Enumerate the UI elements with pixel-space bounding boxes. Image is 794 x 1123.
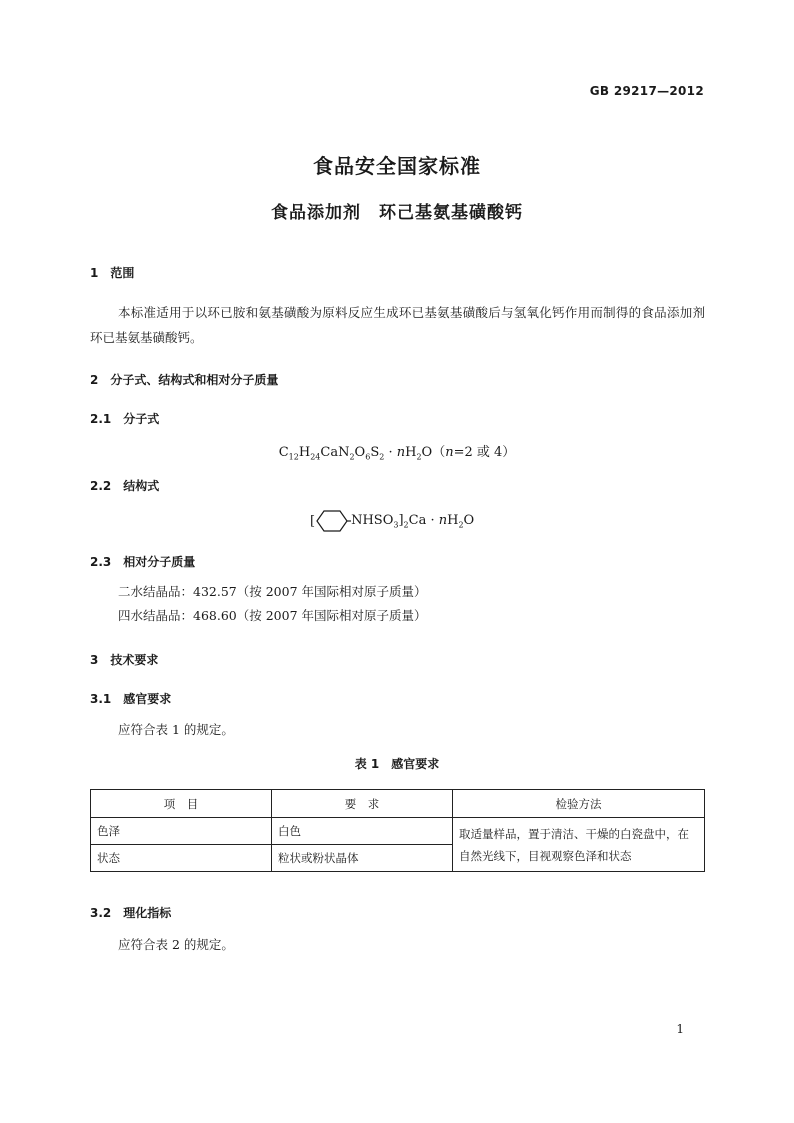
section-2-heading: 2 分子式、结构式和相对分子质量: [90, 373, 279, 387]
structural-formula: [ $NHSO_3]_2Ca \cdot nH_2O$: [310, 508, 474, 534]
row-requirement-state: 粒状或粉状晶体: [272, 845, 453, 872]
standard-number: GB 29217—2012: [589, 84, 704, 98]
sensory-requirements-table: [90, 789, 705, 872]
cyclohexane-ring-icon: [315, 509, 351, 533]
page-number: 1: [676, 1022, 684, 1036]
dihydrate-molar-mass: 二水结晶品：432.57（按 2007 年国际相对原子质量）: [118, 584, 427, 599]
table2-reference: 应符合表 2 的规定。: [118, 937, 234, 952]
section-2-3-heading: 2.3 相对分子质量: [90, 555, 196, 569]
section-1-heading: 1 范围: [90, 266, 135, 280]
tetrahydrate-molar-mass: 四水结晶品：468.60（按 2007 年国际相对原子质量）: [118, 608, 427, 623]
table1-caption: 表 1 感官要求: [354, 757, 440, 771]
row-requirement-color: 白色: [272, 818, 453, 845]
column-header-item: 项 目: [91, 790, 272, 818]
row-item-state: 状态: [91, 845, 272, 872]
section-2-2-heading: 2.2 结构式: [90, 479, 160, 493]
row-item-color: 色泽: [91, 818, 272, 845]
document-title: 食品安全国家标准: [313, 154, 481, 178]
document-subtitle: 食品添加剂 环己基氨基磺酸钙: [271, 203, 523, 223]
scope-paragraph: 本标准适用于以环已胺和氨基磺酸为原料反应生成环已基氨基磺酸后与氢氧化钙作用而制得的食品添加剂环已基氨基磺酸钙。: [90, 305, 705, 345]
column-header-method: 检验方法: [453, 790, 705, 818]
section-2-1-heading: 2.1 分子式: [90, 412, 160, 426]
column-header-requirement: 要 求: [272, 790, 453, 818]
test-method-cell: 取适量样品，置于清洁、干燥的白瓷盘中，在自然光线下，目视观察色泽和状态: [453, 818, 705, 872]
molecular-formula: $C_{12}H_{24}CaN_2O_6S_2 \cdot nH_2O(n=2$ 或 4）: [278, 445, 516, 462]
section-3-1-heading: 3.1 感官要求: [90, 692, 172, 706]
table1-reference: 应符合表 1 的规定。: [118, 722, 234, 737]
section-3-heading: 3 技术要求: [90, 653, 159, 667]
section-3-2-heading: 3.2 理化指标: [90, 906, 172, 920]
table-header-row: [91, 790, 705, 818]
table-row: [91, 818, 705, 845]
